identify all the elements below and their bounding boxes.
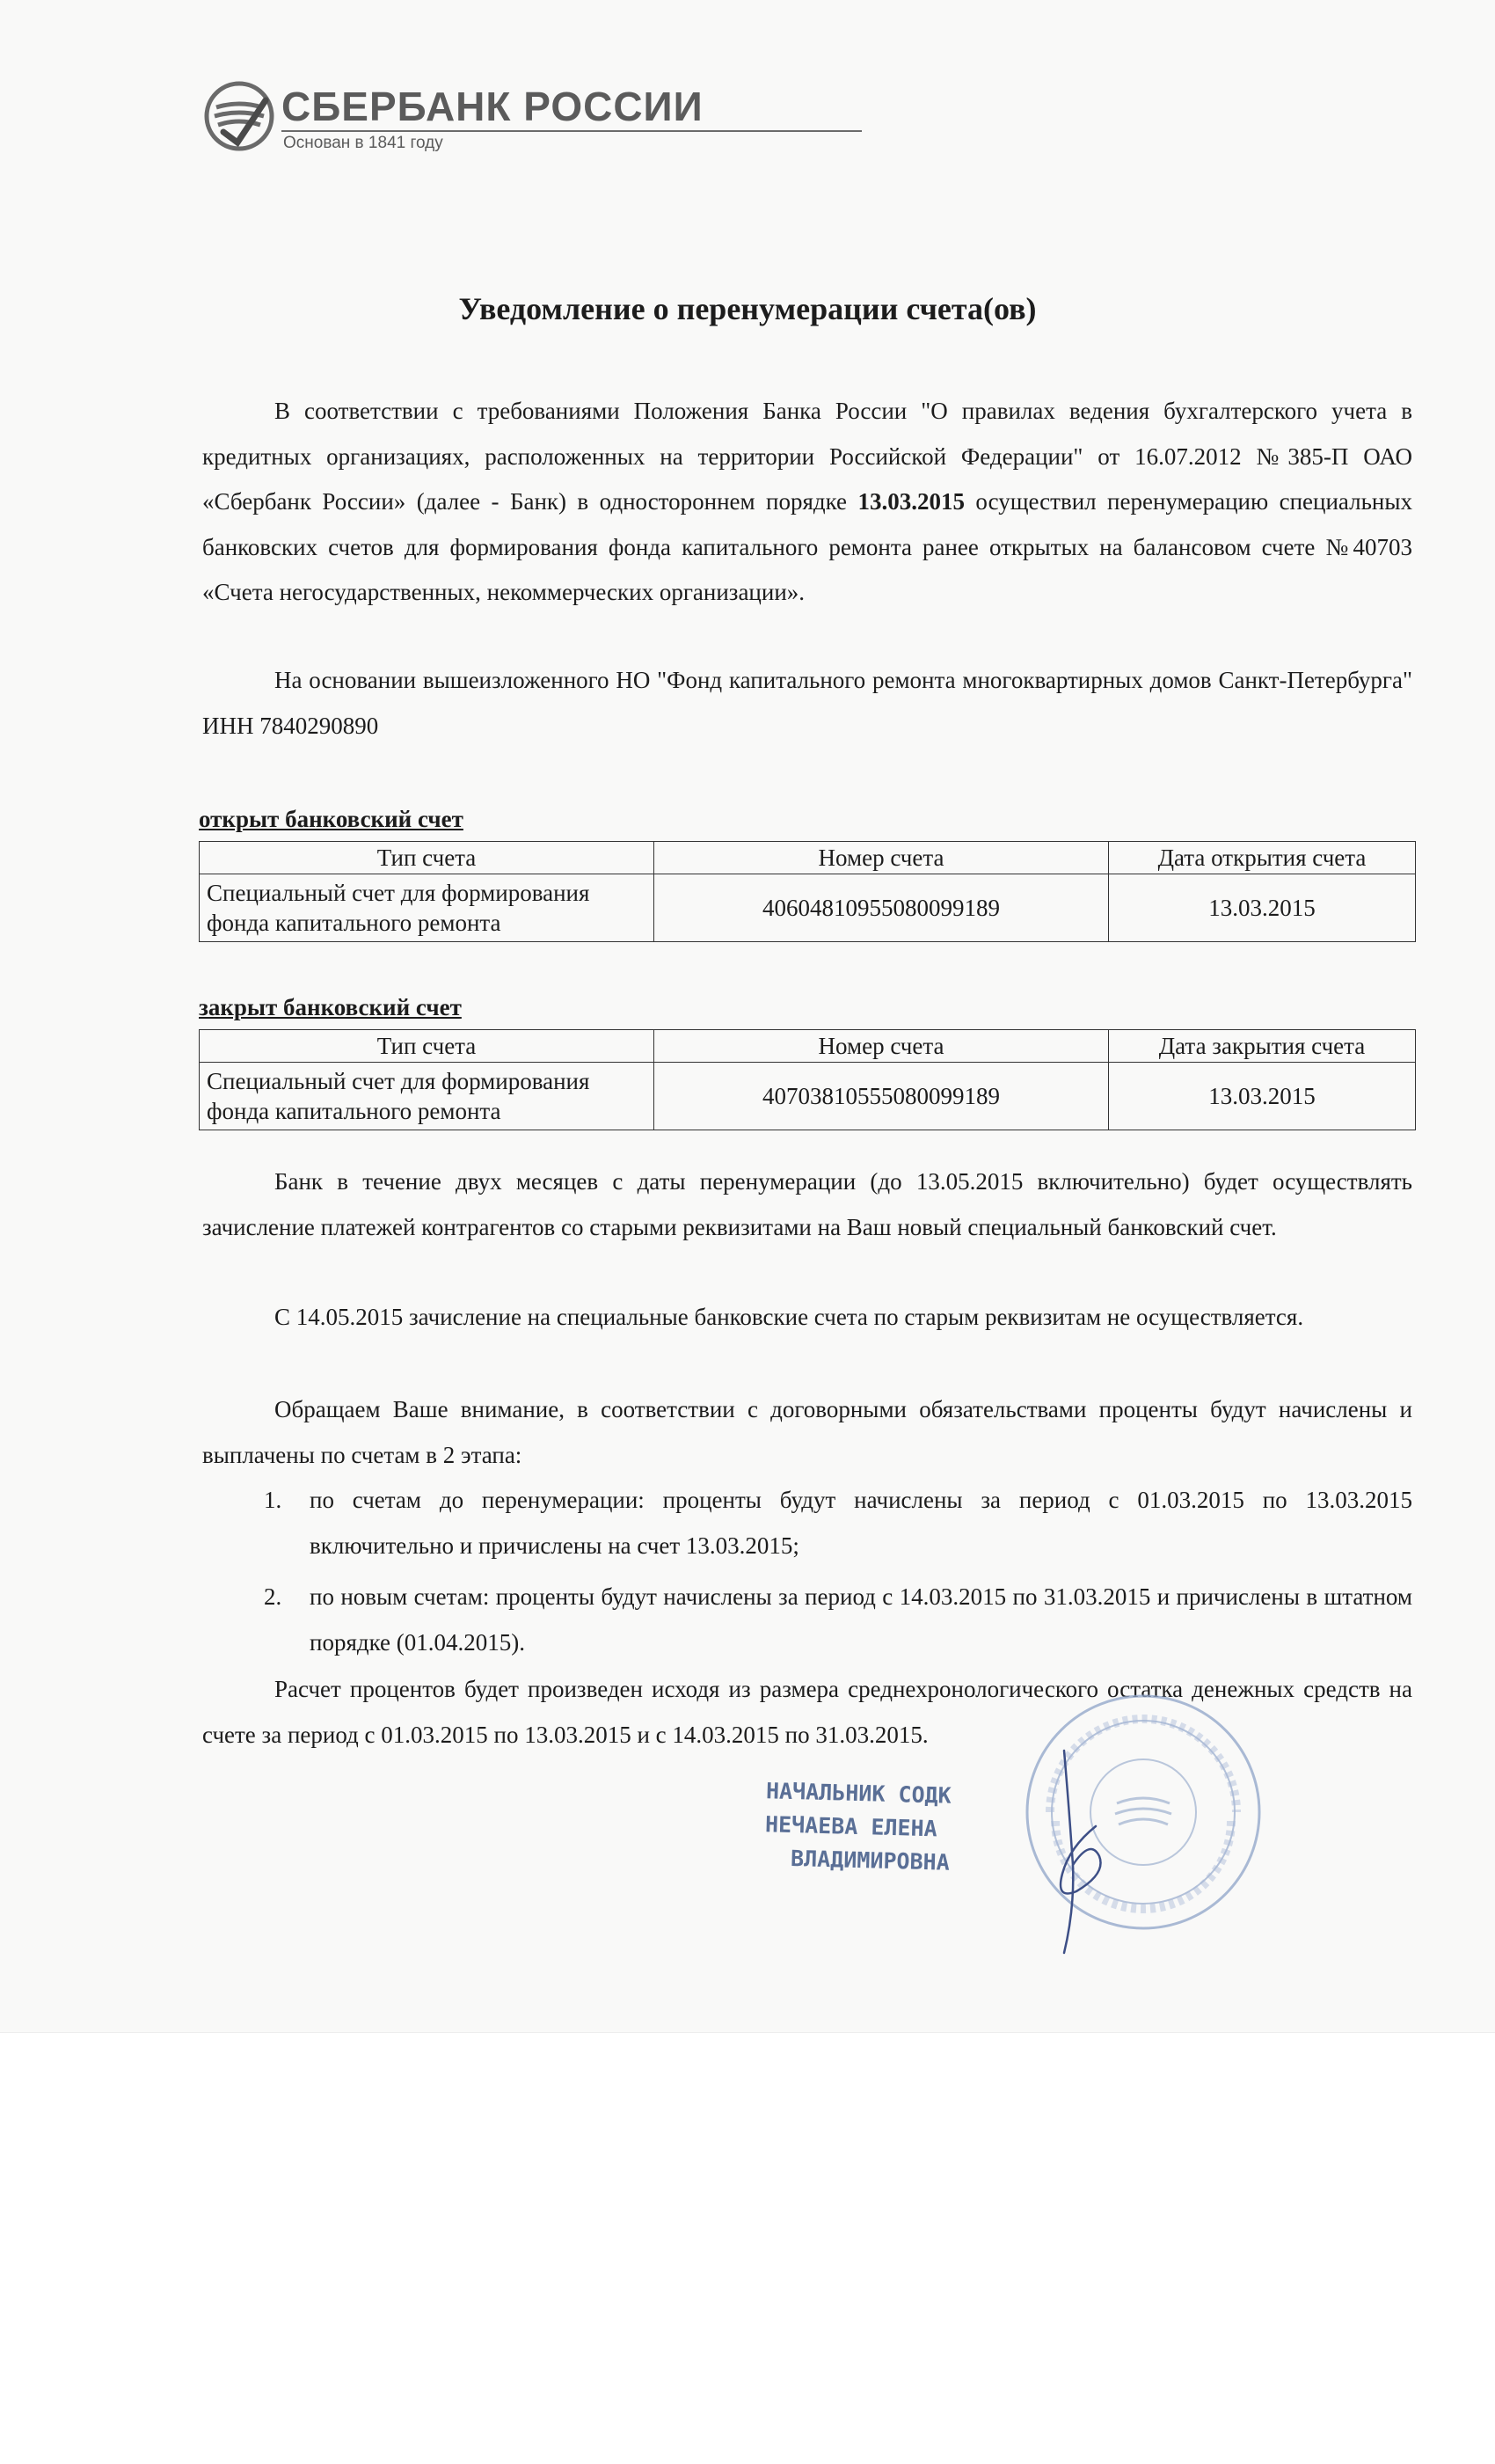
opened-account-label: открыт банковский счет — [199, 806, 463, 832]
interest-paragraph: Обращаем Ваше внимание, в соответствии с договорными обязательствами проценты будут начислены и выплачены по счетам в 2 этапа: — [202, 1396, 1412, 1468]
old-details-paragraph: С 14.05.2015 зачисление на специальные банковские счета по старым реквизитам не осуществляется. — [274, 1304, 1304, 1330]
list-text: по счетам до перенумерации: проценты будут начислены за период с 01.03.2015 по 13.03.2015 включительно и причислены на счет 13.03.2015; — [310, 1487, 1412, 1559]
account-type-cell: Специальный счет для формирования фонда капитального ремонта — [200, 1063, 654, 1130]
account-number-cell: 40604810955080099189 — [654, 874, 1109, 942]
intro-paragraph — [202, 389, 1412, 616]
table-row — [200, 874, 1416, 942]
list-number: 2. — [264, 1583, 282, 1610]
stamp-line-1: НАЧАЛЬНИК СОДК — [765, 1778, 952, 1809]
sberbank-logo-icon — [204, 81, 274, 151]
column-header-type: Тип счета — [200, 1030, 654, 1063]
column-header-date: Дата открытия счета — [1109, 842, 1416, 874]
document-title: Уведомление о перенумерации счета(ов) — [458, 291, 1037, 326]
signatory-stamp — [764, 1774, 952, 1879]
column-header-number: Номер счета — [654, 1030, 1109, 1063]
logo-divider — [281, 130, 862, 132]
calculation-paragraph: Расчет процентов будет произведен исходя из размера среднехронологического остатка денежных средств на счете за период с 01.03.2015 по 13.03.2015 и с 14.03.2015 по 31.03.2015. — [202, 1676, 1412, 1748]
signature-icon — [1011, 1742, 1134, 1970]
account-number-cell: 40703810555080099189 — [654, 1063, 1109, 1130]
account-date-cell: 13.03.2015 — [1109, 874, 1416, 942]
list-text: по новым счетам: проценты будут начислены за период с 14.03.2015 по 31.03.2015 и причислены в штатном порядке (01.04.2015). — [310, 1583, 1412, 1656]
table-header-row — [200, 842, 1416, 874]
bank-slogan: Основан в 1841 году — [283, 134, 443, 152]
transfer-paragraph: Банк в течение двух месяцев с даты перенумерации (до 13.05.2015 включительно) будет осуществлять зачисление платежей контрагентов со старыми реквизитами на Ваш новый специальный банковский счет. — [202, 1168, 1412, 1240]
list-item — [264, 1478, 1412, 1568]
column-header-number: Номер счета — [654, 842, 1109, 874]
list-item — [264, 1575, 1412, 1665]
column-header-type: Тип счета — [200, 842, 654, 874]
table-row — [200, 1063, 1416, 1130]
closed-account-label: закрыт банковский счет — [199, 994, 462, 1020]
closed-account-table — [199, 1029, 1416, 1130]
intro-text-1: В соответствии с требованиями Положения Банка России "О правилах ведения бухгалтерского учета в кредитных организациях, расположенных на территории Российской Федерации" от 16.07.2012 №385-П ОАО «Сбербанк России» (далее - Банк) в одностороннем порядке — [202, 398, 1412, 515]
column-header-date: Дата закрытия счета — [1109, 1030, 1416, 1063]
account-date-cell: 13.03.2015 — [1109, 1063, 1416, 1130]
list-number: 1. — [264, 1487, 282, 1513]
table-header-row — [200, 1030, 1416, 1063]
bank-logo — [204, 81, 704, 169]
stamp-line-3: ВЛАДИМИРОВНА — [790, 1846, 951, 1875]
intro-text-2: осуществил перенумерацию специальных банковских счетов для формирования фонда капитального ремонта ранее открытых на балансовом счете №40703 «Счета негосударственных, некоммерческих организации». — [202, 488, 1413, 605]
basis-paragraph: На основании вышеизложенного НО "Фонд капитального ремонта многоквартирных домов Санкт-Петербурга" ИНН 7840290890 — [202, 667, 1412, 739]
account-type-cell: Специальный счет для формирования фонда капитального ремонта — [200, 874, 654, 942]
stamp-line-2: НЕЧАЕВА ЕЛЕНА — [764, 1811, 938, 1842]
opened-account-table — [199, 841, 1416, 942]
intro-date: 13.03.2015 — [857, 488, 965, 515]
bank-name: СБЕРБАНК РОССИИ — [281, 84, 704, 129]
scan-blank-area — [0, 2032, 1495, 2464]
